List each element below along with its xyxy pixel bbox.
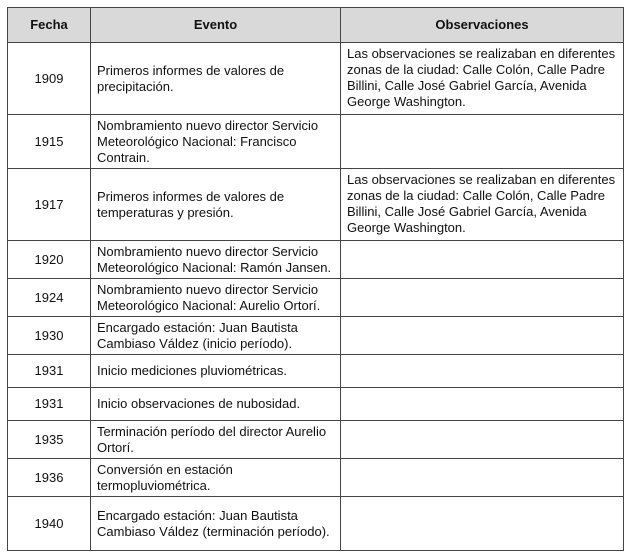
cell-fecha: 1940 xyxy=(8,497,91,551)
cell-observaciones xyxy=(341,355,624,388)
cell-fecha: 1935 xyxy=(8,421,91,459)
header-evento: Evento xyxy=(91,8,341,43)
table-row xyxy=(8,497,624,551)
table-row xyxy=(8,317,624,355)
cell-evento: Inicio mediciones pluviométricas. xyxy=(91,355,341,388)
cell-evento: Primeros informes de valores de precipitación. xyxy=(91,43,341,115)
header-fecha: Fecha xyxy=(8,8,91,43)
cell-fecha: 1931 xyxy=(8,355,91,388)
table-row xyxy=(8,169,624,241)
cell-observaciones xyxy=(341,388,624,421)
table-row xyxy=(8,115,624,169)
cell-evento: Primeros informes de valores de temperaturas y presión. xyxy=(91,169,341,241)
cell-evento: Nombramiento nuevo director Servicio Meteorológico Nacional: Francisco Contrain. xyxy=(91,115,341,169)
table-row xyxy=(8,43,624,115)
table-row xyxy=(8,459,624,497)
cell-evento: Conversión en estación termopluviométrica. xyxy=(91,459,341,497)
cell-observaciones xyxy=(341,459,624,497)
table-row xyxy=(8,279,624,317)
cell-observaciones xyxy=(341,317,624,355)
cell-fecha: 1909 xyxy=(8,43,91,115)
header-row xyxy=(8,8,624,43)
cell-fecha: 1924 xyxy=(8,279,91,317)
cell-fecha: 1920 xyxy=(8,241,91,279)
cell-observaciones xyxy=(341,115,624,169)
cell-observaciones xyxy=(341,497,624,551)
history-table xyxy=(7,7,624,551)
cell-observaciones: Las observaciones se realizaban en diferentes zonas de la ciudad: Calle Colón, Calle Padre Billini, Calle José Gabriel García, Avenida George Washington. xyxy=(341,43,624,115)
cell-evento: Encargado estación: Juan Bautista Cambiaso Váldez (inicio período). xyxy=(91,317,341,355)
cell-observaciones xyxy=(341,421,624,459)
table-row xyxy=(8,355,624,388)
table-row xyxy=(8,421,624,459)
cell-observaciones xyxy=(341,279,624,317)
cell-fecha: 1931 xyxy=(8,388,91,421)
cell-evento: Inicio observaciones de nubosidad. xyxy=(91,388,341,421)
cell-observaciones: Las observaciones se realizaban en diferentes zonas de la ciudad: Calle Colón, Calle Padre Billini, Calle José Gabriel García, Avenida George Washington. xyxy=(341,169,624,241)
cell-evento: Nombramiento nuevo director Servicio Meteorológico Nacional: Ramón Jansen. xyxy=(91,241,341,279)
cell-fecha: 1915 xyxy=(8,115,91,169)
table-row xyxy=(8,241,624,279)
cell-observaciones xyxy=(341,241,624,279)
cell-evento: Terminación período del director Aurelio Ortorí. xyxy=(91,421,341,459)
table-row xyxy=(8,388,624,421)
cell-fecha: 1930 xyxy=(8,317,91,355)
header-observaciones: Observaciones xyxy=(341,8,624,43)
cell-fecha: 1936 xyxy=(8,459,91,497)
cell-evento: Encargado estación: Juan Bautista Cambiaso Váldez (terminación período). xyxy=(91,497,341,551)
cell-evento: Nombramiento nuevo director Servicio Meteorológico Nacional: Aurelio Ortorí. xyxy=(91,279,341,317)
cell-fecha: 1917 xyxy=(8,169,91,241)
